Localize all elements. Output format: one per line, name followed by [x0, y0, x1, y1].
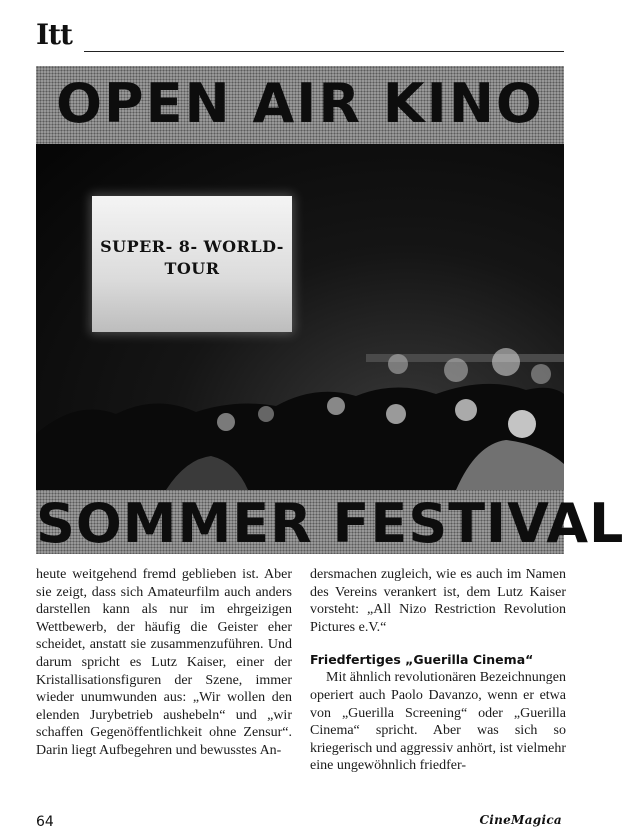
hero-title-bottom: SOMMER FESTIVAL: [36, 492, 624, 555]
article-paragraph: Mit ähnlich revolutionären Bezeichnungen operiert auch Paolo Davanzo, wenn er etwa von „Guerilla Screening“ oder „Guerilla Cinema“ spricht. Aber was sich so kriegerisch und aggressiv anhört, ist vielmehr eine ungewöhnlich friedfer-: [310, 670, 566, 774]
section-subheading: Friedfertiges „Guerilla Cinema“: [310, 652, 534, 668]
article-paragraph: dersmachen zugleich, wie es auch im Namen des Vereins verankert ist, dem Lutz Kaiser vorsteht: „All Nizo Restriction Revolution Pictures e.V.“: [310, 567, 566, 635]
head-silhouette: [258, 406, 274, 422]
magazine-brand: CineMagica: [479, 813, 562, 827]
light-spot: [531, 364, 551, 384]
light-spot: [492, 348, 520, 376]
head-silhouette: [217, 413, 235, 431]
page-number: 64: [36, 814, 54, 830]
projection-screen: [92, 196, 292, 332]
article-column-right: [310, 566, 566, 775]
open-air-cinema-photo: [36, 144, 564, 490]
article-paragraph: heute weitgehend fremd geblieben ist. Aber sie zeigt, dass sich Amateurfilm auch anders darstellen kann als nur im ehrgeizigen Wettbewerb, der häufig die Geister eher scheidet, anstatt sie zusammenzuführen. Und darum spricht es Lutz Kaiser, einer der Kristallisationsfiguren der Szene, immer wieder unumwunden aus: „Wir wollen den elenden Jurybetrieb aushebeln“ und „wir schaffen Gegenöffentlichkeit ohne Zensur“. Darin liegt Aufbegehren und bewusstes An-: [36, 567, 292, 758]
screen-caption: SUPER- 8- WORLD- TOUR: [100, 237, 284, 278]
light-spot: [444, 358, 468, 382]
hero-title-top: OPEN AIR KINO: [56, 72, 544, 135]
head-silhouette: [455, 399, 477, 421]
head-silhouette: [508, 410, 536, 438]
hero-image: [36, 66, 624, 555]
head-silhouette: [327, 397, 345, 415]
article-column-left: [36, 566, 292, 760]
head-silhouette: [386, 404, 406, 424]
magazine-logo: Itt: [36, 18, 72, 51]
header-rule: [84, 51, 564, 52]
light-spot: [388, 354, 408, 374]
